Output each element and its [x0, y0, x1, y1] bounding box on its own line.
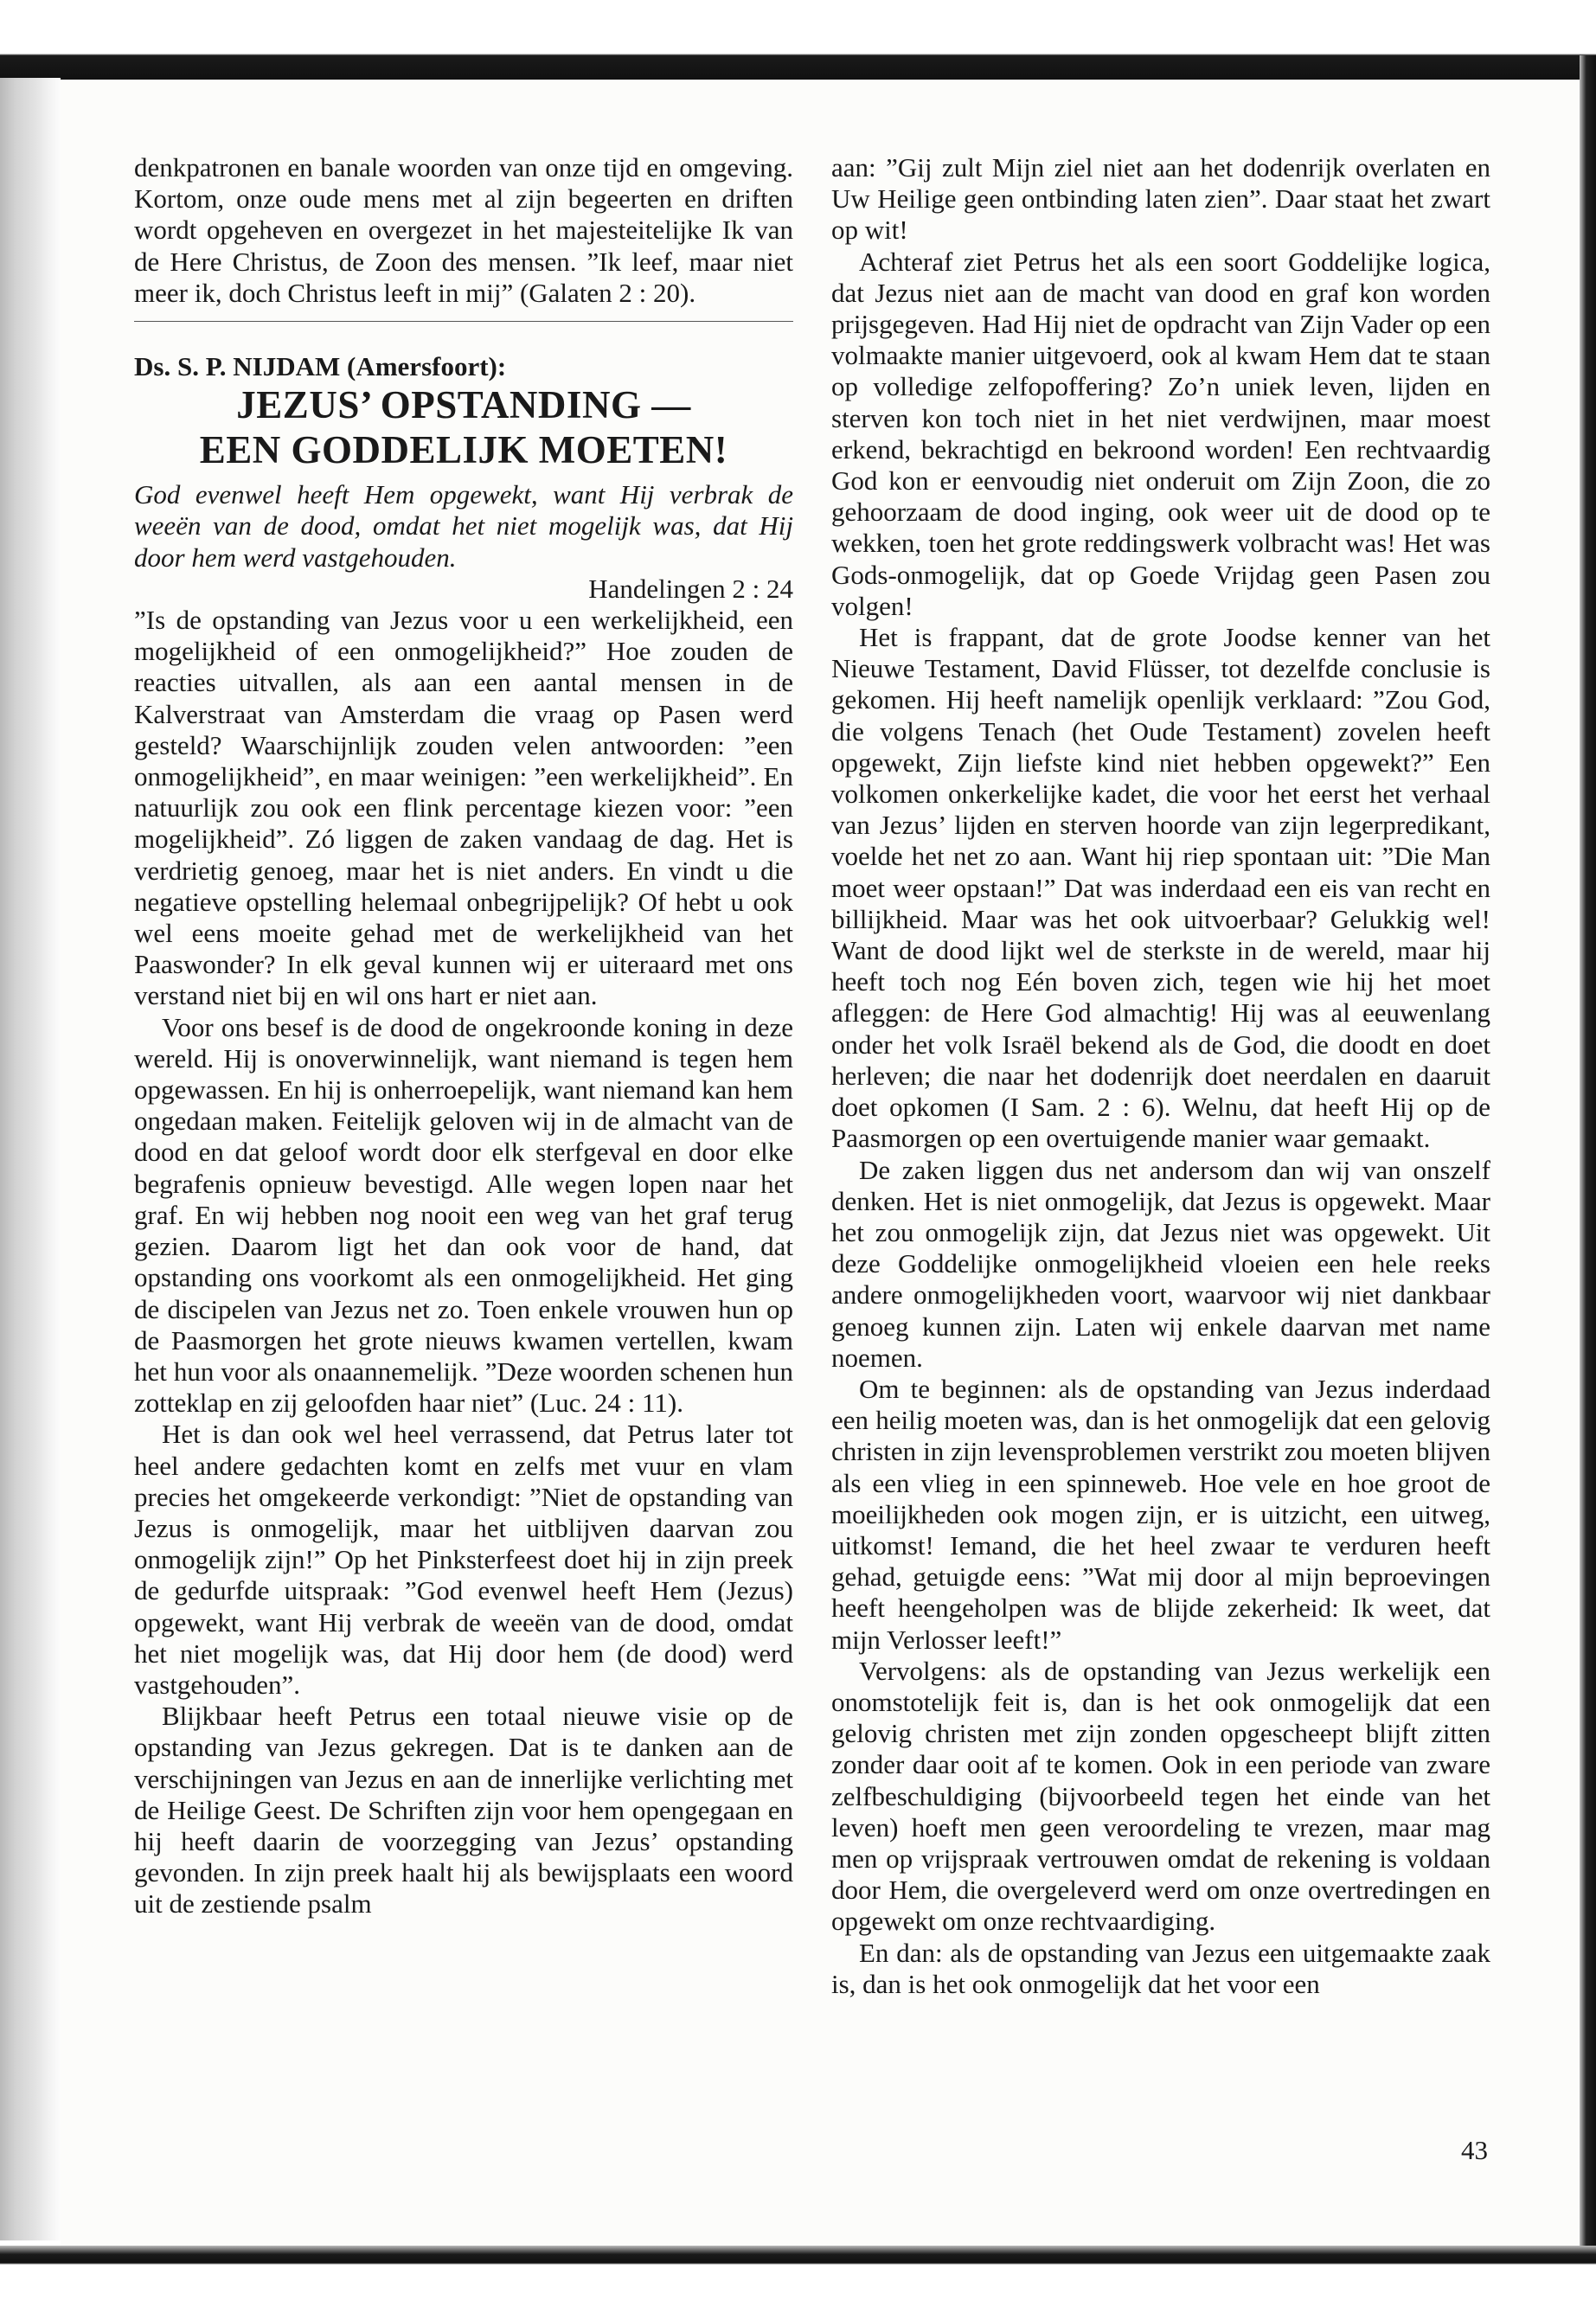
scan-shadow-left — [0, 78, 61, 2240]
body-paragraph: Achteraf ziet Petrus het als een soort Goddelijke logica, dat Jezus niet aan de macht van dood en graf kon worden prijsgegeven. Had Hij niet de opdracht van Zijn Vader op een volmaakte manier uitgevoerd, ook al kwam Hem dat te staan op volledige zelfopoffering? Zo’n uniek leven, lijden en sterven kon toch niet in het niet verdwijnen, maar moest erkend, bekrachtigd en bekroond worden! Een rechtvaardig God kon er eenvoudig niet onderuit om Zijn Zoon, die zo gehoorzaam de dood inging, ook weer uit de dood op te wekken, toen het grote reddingswerk volbracht was! Het was Gods-onmogelijk, dat op Goede Vrijdag geen Pasen zou volgen! — [831, 246, 1490, 621]
epigraph-reference: Handelingen 2 : 24 — [588, 573, 793, 604]
article-title — [134, 382, 793, 472]
left-column — [134, 152, 793, 1920]
scan-border-top — [0, 0, 1596, 80]
title-line-1: JEZUS’ OPSTANDING — — [236, 383, 691, 427]
body-paragraph: Blijkbaar heeft Petrus een totaal nieuwe visie op de opstanding van Jezus gekregen. Dat is te danken aan de verschijningen van Jezus en aan de innerlijke verlichting met de Heilige Geest. De Schriften zijn voor hem opengegaan en hij heeft daarin de voorzegging van Jezus’ opstanding gevonden. In zijn preek haalt hij als bewijsplaats een woord uit de zestiende psalm — [134, 1701, 793, 1920]
section-divider — [134, 321, 793, 322]
article-author: Ds. S. P. NIJDAM (Amersfoort): — [134, 351, 507, 382]
body-paragraph: Voor ons besef is de dood de ongekroonde koning in deze wereld. Hij is onoverwinnelijk, want niemand is tegen hem opgewassen. En hij is onherroepelijk, want niemand kan hem ongedaan maken. Feitelijk geloven wij in de almacht van de dood en dat geloof wordt door elk sterfgeval en door elke begrafenis opnieuw bevestigd. Alle wegen lopen naar het graf. En wij hebben nog nooit een weg van het graf terug gezien. Daarom ligt het dan ook voor de hand, dat opstanding ons voorkomt als een onmogelijkheid. Het ging de discipelen van Jezus net zo. Toen enkele vrouwen hun op de Paasmorgen het grote nieuws kwamen vertellen, kwam het hun voor als onaannemelijk. ”Deze woorden schenen hun zotteklap en zij geloofden haar niet” (Luc. 24 : 11). — [134, 1011, 793, 1419]
intro-paragraph: denkpatronen en banale woorden van onze tijd en omgeving. Kortom, onze oude mens met al zijn begeerten en driften wordt opgeheven en overgezet in het majesteitelijke Ik van de Here Christus, de Zoon des mensen. ”Ik leef, maar niet meer ik, doch Christus leeft in mij” (Galaten 2 : 20). — [134, 152, 793, 308]
body-paragraph: En dan: als de opstanding van Jezus een uitgemaakte zaak is, dan is het ook onmogelijk dat het voor een — [831, 1937, 1490, 1999]
right-column — [831, 152, 1490, 2000]
body-paragraph: Om te beginnen: als de opstanding van Jezus inderdaad een heilig moeten was, dan is het onmogelijk dat een gelovig christen in zijn levensproblemen verstrikt zou moeten blijven als een vlieg in een spinneweb. Hoe vele en hoe groot de moeilijkheden ook mogen zijn, er is uitzicht, een uitweg, uitkomst! Iemand, die het heel zwaar te verduren heeft gehad, getuigde eens: ”Wat mij door al mijn beproevingen heeft heengeholpen was de blijde zekerheid: Ik weet, dat mijn Verlosser leeft!” — [831, 1373, 1490, 1655]
scan-border-right — [1580, 55, 1596, 2253]
body-paragraph: De zaken liggen dus net andersom dan wij van onszelf denken. Het is niet onmogelijk, dat Jezus is opgewekt. Maar het zou onmogelijk zijn, dat Jezus niet was opgewekt. Uit deze Goddelijke onmogelijkheid vloeien een hele reeks andere onmogelijkheden voort, waarvoor wij niet dankbaar genoeg kunnen zijn. Laten wij enkele daarvan met name noemen. — [831, 1154, 1490, 1373]
page-number: 43 — [1461, 2135, 1488, 2165]
title-line-2: EEN GODDELIJK MOETEN! — [199, 428, 728, 472]
body-paragraph: Het is frappant, dat de grote Joodse kenner van het Nieuwe Testament, David Flüsser, tot dezelfde conclusie is gekomen. Hij heeft namelijk openlijk verklaard: ”Zou God, die volgens Tenach (het Oude Testament) zovelen heeft opgewekt, Zijn liefste kind niet hebben opgewekt?” Een volkomen onkerkelijke kadet, die voor het eerst het verhaal van Jezus’ lijden en sterven hoorde van zijn legerpredikant, voelde het net zo aan. Want hij riep spontaan uit: ”Die Man moet weer opstaan!” Dat was inderdaad een eis van recht en billijkheid. Maar was het ook uitvoerbaar? Gelukkig wel! Want de dood lijkt wel de sterkste in de wereld, maar hij heeft toch nog Eén boven zich, tegen wie hij het moet afleggen: de Here God almachtig! Hij was al eeuwenlang onder het volk Israël bekend als de God, die doodt en doet herleven; die naar het dodenrijk doet neerdalen en daaruit doet opkomen (I Sam. 2 : 6). Welnu, dat heeft Hij op de Paasmorgen op een overtuigende manier waar gemaakt. — [831, 622, 1490, 1154]
scan-border-bottom — [0, 2246, 1596, 2301]
epigraph: God evenwel heeft Hem opgewekt, want Hij verbrak de weeën van de dood, omdat het niet mogelijk was, dat Hij door hem werd vastgehouden. — [134, 479, 793, 573]
body-paragraph: Het is dan ook wel heel verrassend, dat Petrus later tot heel andere gedachten komt en zelfs met vuur en vlam precies het omgekeerde verkondigt: ”Niet de opstanding van Jezus is onmogelijk, maar het uitblijven daarvan zou onmogelijk zijn!” Op het Pinksterfeest doet hij in zijn preek de gedurfde uitspraak: ”God evenwel heeft Hem (Jezus) opgewekt, want Hij verbrak de weeën van de dood, omdat het niet mogelijk was, dat Hij door hem (de dood) werd vastgehouden”. — [134, 1419, 793, 1700]
body-paragraph: Vervolgens: als de opstanding van Jezus werkelijk een onomstotelijk feit is, dan is het ook onmogelijk dat een gelovig christen met zijn zonden opgescheept blijft zitten zonder daar ooit af te komen. Ook in een periode van zware zelfbeschuldiging (bijvoorbeeld tegen het einde van het leven) hoeft men geen veroordeling te vrezen, maar mag men op vrijspraak vertrouwen omdat de rekening is voldaan door Hem, die overgeleverd werd om onze overtredingen en opgewekt om onze rechtvaardiging. — [831, 1655, 1490, 1937]
body-paragraph: ”Is de opstanding van Jezus voor u een werkelijkheid, een mogelijkheid of een onmogelijkheid?” Hoe zouden de reacties uitvallen, als aan een aantal mensen in de Kalverstraat van Amsterdam die vraag op Pasen werd gesteld? Waarschijnlijk zouden velen antwoorden: ”een onmogelijkheid”, en maar weinigen: ”een werkelijkheid”. En natuurlijk zou ook een flink percentage kiezen voor: ”een mogelijkheid”. Zó liggen de zaken vandaag de dag. Het is verdrietig genoeg, maar het is niet anders. En vindt u die negatieve opstelling helemaal onbegrijpelijk? Of hebt u ook wel eens moeite gehad met de werkelijkheid van het Paaswonder? In elk geval kunnen wij er uiteraard met ons verstand niet bij en wil ons hart er niet aan. — [134, 605, 793, 1011]
body-paragraph: aan: ”Gij zult Mijn ziel niet aan het dodenrijk overlaten en Uw Heilige geen ontbinding laten zien”. Daar staat het zwart op wit! — [831, 152, 1490, 246]
